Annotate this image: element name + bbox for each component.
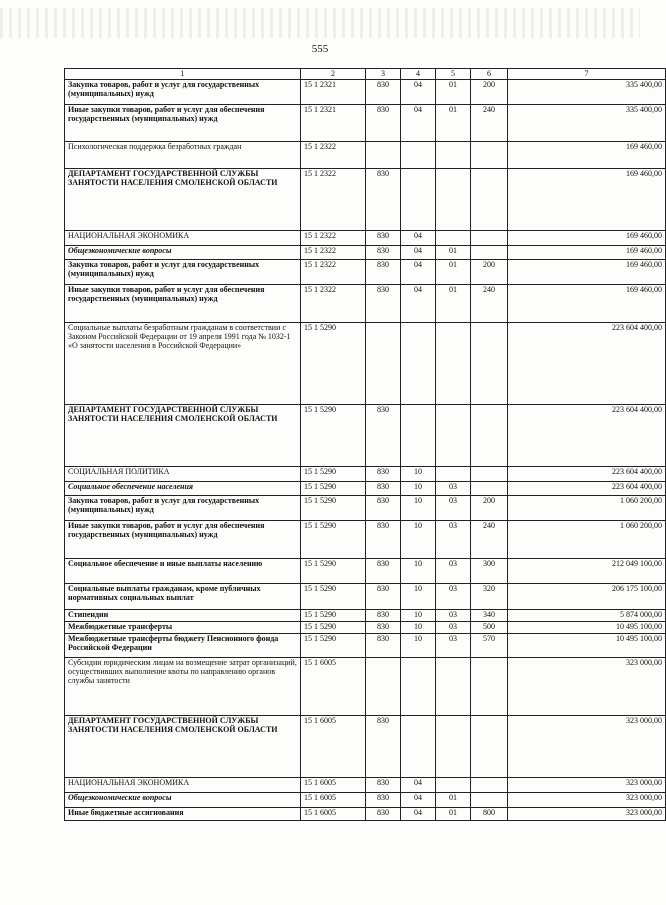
row-expense-type: 570 — [471, 634, 508, 658]
row-section-code: 04 — [401, 808, 436, 821]
row-ministry-code: 830 — [366, 778, 401, 793]
row-subsection-code — [436, 658, 471, 716]
row-expense-type: 240 — [471, 105, 508, 142]
table-row — [65, 622, 666, 634]
row-subsection-code — [436, 405, 471, 467]
row-name: ДЕПАРТАМЕНТ ГОСУДАРСТВЕННОЙ СЛУЖБЫ ЗАНЯТОСТИ НАСЕЛЕНИЯ СМОЛЕНСКОЙ ОБЛАСТИ — [65, 169, 301, 231]
row-expense-type — [471, 778, 508, 793]
row-section-code: 04 — [401, 793, 436, 808]
row-ministry-code: 830 — [366, 559, 401, 584]
table-row — [65, 231, 666, 246]
table-row — [65, 521, 666, 559]
table-row — [65, 610, 666, 622]
row-ministry-code: 830 — [366, 584, 401, 610]
row-ministry-code — [366, 658, 401, 716]
row-section-code: 04 — [401, 260, 436, 285]
row-target-code: 15 1 5290 — [301, 634, 366, 658]
table-row — [65, 482, 666, 496]
row-subsection-code — [436, 323, 471, 405]
row-name: Социальные выплаты гражданам, кроме публичных нормативных социальных выплат — [65, 584, 301, 610]
row-subsection-code: 01 — [436, 793, 471, 808]
row-target-code: 15 1 6005 — [301, 793, 366, 808]
row-section-code — [401, 169, 436, 231]
row-expense-type: 200 — [471, 80, 508, 105]
row-name: Психологическая поддержка безработных граждан — [65, 142, 301, 169]
row-ministry-code: 830 — [366, 105, 401, 142]
row-target-code: 15 1 2321 — [301, 105, 366, 142]
row-subsection-code: 01 — [436, 285, 471, 323]
table-row — [65, 142, 666, 169]
row-section-code: 10 — [401, 496, 436, 521]
row-target-code: 15 1 2322 — [301, 142, 366, 169]
row-target-code: 15 1 5290 — [301, 467, 366, 482]
table-row — [65, 778, 666, 793]
row-target-code: 15 1 2322 — [301, 285, 366, 323]
row-name: Межбюджетные трансферты бюджету Пенсионного фонда Российской Федерации — [65, 634, 301, 658]
table-row — [65, 658, 666, 716]
table-row — [65, 716, 666, 778]
row-amount: 10 495 100,00 — [508, 622, 666, 634]
row-expense-type: 300 — [471, 559, 508, 584]
header-cell: 3 — [366, 69, 401, 80]
row-amount: 223 604 400,00 — [508, 482, 666, 496]
row-subsection-code: 03 — [436, 610, 471, 622]
row-expense-type — [471, 231, 508, 246]
row-expense-type: 800 — [471, 808, 508, 821]
table-row — [65, 467, 666, 482]
row-ministry-code: 830 — [366, 285, 401, 323]
row-name: Межбюджетные трансферты — [65, 622, 301, 634]
row-subsection-code: 03 — [436, 521, 471, 559]
row-subsection-code: 01 — [436, 105, 471, 142]
row-amount: 223 604 400,00 — [508, 323, 666, 405]
row-target-code: 15 1 5290 — [301, 559, 366, 584]
row-subsection-code: 01 — [436, 808, 471, 821]
row-amount: 206 175 100,00 — [508, 584, 666, 610]
header-cell: 2 — [301, 69, 366, 80]
row-subsection-code: 03 — [436, 634, 471, 658]
row-amount: 323 000,00 — [508, 808, 666, 821]
table-row — [65, 169, 666, 231]
row-name: Субсидии юридическим лицам на возмещение затрат организаций, осуществивших выполнение квоты по направлению органов службы занятости — [65, 658, 301, 716]
row-target-code: 15 1 5290 — [301, 610, 366, 622]
row-amount: 335 400,00 — [508, 80, 666, 105]
row-subsection-code — [436, 716, 471, 778]
row-ministry-code: 830 — [366, 80, 401, 105]
row-subsection-code: 03 — [436, 482, 471, 496]
row-section-code — [401, 142, 436, 169]
row-expense-type — [471, 246, 508, 260]
header-cell: 7 — [508, 69, 666, 80]
row-name: Социальное обеспечение и иные выплаты населению — [65, 559, 301, 584]
row-amount: 323 000,00 — [508, 793, 666, 808]
row-amount: 1 060 200,00 — [508, 496, 666, 521]
row-name: Иные закупки товаров, работ и услуг для обеспечения государственных (муниципальных) нужд — [65, 285, 301, 323]
table-row — [65, 584, 666, 610]
row-subsection-code: 03 — [436, 559, 471, 584]
row-section-code: 04 — [401, 80, 436, 105]
row-amount: 323 000,00 — [508, 778, 666, 793]
row-ministry-code: 830 — [366, 521, 401, 559]
row-ministry-code: 830 — [366, 231, 401, 246]
row-subsection-code — [436, 142, 471, 169]
row-name: НАЦИОНАЛЬНАЯ ЭКОНОМИКА — [65, 231, 301, 246]
row-amount: 323 000,00 — [508, 716, 666, 778]
row-expense-type: 320 — [471, 584, 508, 610]
budget-table — [64, 68, 666, 821]
row-expense-type — [471, 405, 508, 467]
row-ministry-code — [366, 323, 401, 405]
row-section-code: 10 — [401, 521, 436, 559]
row-ministry-code: 830 — [366, 467, 401, 482]
row-target-code: 15 1 6005 — [301, 778, 366, 793]
row-target-code: 15 1 2322 — [301, 169, 366, 231]
row-expense-type — [471, 169, 508, 231]
row-target-code: 15 1 6005 — [301, 658, 366, 716]
row-amount: 335 400,00 — [508, 105, 666, 142]
row-amount: 169 460,00 — [508, 169, 666, 231]
row-name: Стипендии — [65, 610, 301, 622]
row-section-code: 10 — [401, 610, 436, 622]
row-expense-type — [471, 658, 508, 716]
table-row — [65, 260, 666, 285]
row-name: Иные закупки товаров, работ и услуг для обеспечения государственных (муниципальных) нужд — [65, 105, 301, 142]
row-name: ДЕПАРТАМЕНТ ГОСУДАРСТВЕННОЙ СЛУЖБЫ ЗАНЯТОСТИ НАСЕЛЕНИЯ СМОЛЕНСКОЙ ОБЛАСТИ — [65, 405, 301, 467]
row-amount: 223 604 400,00 — [508, 405, 666, 467]
row-expense-type — [471, 323, 508, 405]
row-ministry-code: 830 — [366, 496, 401, 521]
row-section-code: 04 — [401, 246, 436, 260]
row-ministry-code: 830 — [366, 622, 401, 634]
row-section-code — [401, 405, 436, 467]
table-row — [65, 246, 666, 260]
row-name: Социальное обеспечение населения — [65, 482, 301, 496]
row-subsection-code — [436, 778, 471, 793]
row-subsection-code — [436, 231, 471, 246]
row-ministry-code: 830 — [366, 482, 401, 496]
row-expense-type: 240 — [471, 285, 508, 323]
row-name: СОЦИАЛЬНАЯ ПОЛИТИКА — [65, 467, 301, 482]
row-amount: 212 049 100,00 — [508, 559, 666, 584]
row-section-code: 04 — [401, 231, 436, 246]
row-ministry-code: 830 — [366, 716, 401, 778]
row-name: Иные закупки товаров, работ и услуг для обеспечения государственных (муниципальных) нужд — [65, 521, 301, 559]
row-ministry-code: 830 — [366, 169, 401, 231]
row-name: Иные бюджетные ассигнования — [65, 808, 301, 821]
row-name: Социальные выплаты безработным гражданам в соответствии с Законом Российской Федерации от 19 апреля 1991 года № 1032-1 «О занятости населения в Российской Федерации» — [65, 323, 301, 405]
table-header-row — [65, 69, 666, 80]
row-section-code: 10 — [401, 622, 436, 634]
row-section-code: 04 — [401, 105, 436, 142]
table-row — [65, 405, 666, 467]
row-subsection-code: 01 — [436, 260, 471, 285]
row-name: Закупка товаров, работ и услуг для государственных (муниципальных) нужд — [65, 260, 301, 285]
table-row — [65, 80, 666, 105]
row-amount: 169 460,00 — [508, 142, 666, 169]
row-ministry-code: 830 — [366, 808, 401, 821]
table-row — [65, 285, 666, 323]
row-amount: 323 000,00 — [508, 658, 666, 716]
row-target-code: 15 1 2322 — [301, 246, 366, 260]
header-cell: 4 — [401, 69, 436, 80]
row-expense-type: 240 — [471, 521, 508, 559]
row-subsection-code — [436, 169, 471, 231]
row-section-code: 10 — [401, 559, 436, 584]
row-ministry-code: 830 — [366, 610, 401, 622]
row-target-code: 15 1 5290 — [301, 521, 366, 559]
row-expense-type — [471, 716, 508, 778]
row-target-code: 15 1 5290 — [301, 496, 366, 521]
row-section-code: 10 — [401, 634, 436, 658]
row-expense-type: 500 — [471, 622, 508, 634]
header-cell: 1 — [65, 69, 301, 80]
row-ministry-code: 830 — [366, 793, 401, 808]
header-cell: 5 — [436, 69, 471, 80]
row-section-code: 10 — [401, 467, 436, 482]
row-subsection-code: 01 — [436, 246, 471, 260]
row-subsection-code — [436, 467, 471, 482]
row-amount: 223 604 400,00 — [508, 467, 666, 482]
row-name: НАЦИОНАЛЬНАЯ ЭКОНОМИКА — [65, 778, 301, 793]
row-target-code: 15 1 5290 — [301, 323, 366, 405]
row-section-code — [401, 716, 436, 778]
row-name: Закупка товаров, работ и услуг для государственных (муниципальных) нужд — [65, 80, 301, 105]
row-amount: 169 460,00 — [508, 246, 666, 260]
row-expense-type: 340 — [471, 610, 508, 622]
row-ministry-code: 830 — [366, 405, 401, 467]
row-section-code: 04 — [401, 285, 436, 323]
row-amount: 1 060 200,00 — [508, 521, 666, 559]
row-ministry-code: 830 — [366, 246, 401, 260]
row-subsection-code: 03 — [436, 584, 471, 610]
row-section-code — [401, 323, 436, 405]
row-name: ДЕПАРТАМЕНТ ГОСУДАРСТВЕННОЙ СЛУЖБЫ ЗАНЯТОСТИ НАСЕЛЕНИЯ СМОЛЕНСКОЙ ОБЛАСТИ — [65, 716, 301, 778]
row-target-code: 15 1 2322 — [301, 260, 366, 285]
row-name: Закупка товаров, работ и услуг для государственных (муниципальных) нужд — [65, 496, 301, 521]
row-amount: 5 874 000,00 — [508, 610, 666, 622]
row-target-code: 15 1 5290 — [301, 584, 366, 610]
table-row — [65, 808, 666, 821]
row-ministry-code: 830 — [366, 260, 401, 285]
row-expense-type — [471, 793, 508, 808]
row-subsection-code: 01 — [436, 80, 471, 105]
row-target-code: 15 1 6005 — [301, 716, 366, 778]
row-target-code: 15 1 5290 — [301, 622, 366, 634]
row-section-code: 10 — [401, 482, 436, 496]
row-target-code: 15 1 2321 — [301, 80, 366, 105]
row-name: Общеэкономические вопросы — [65, 246, 301, 260]
row-amount: 169 460,00 — [508, 260, 666, 285]
row-expense-type — [471, 142, 508, 169]
table-row — [65, 496, 666, 521]
row-section-code — [401, 658, 436, 716]
table-row — [65, 634, 666, 658]
table-row — [65, 323, 666, 405]
row-subsection-code: 03 — [436, 622, 471, 634]
table-row — [65, 105, 666, 142]
table-row — [65, 793, 666, 808]
table-row — [65, 559, 666, 584]
row-amount: 169 460,00 — [508, 285, 666, 323]
row-target-code: 15 1 5290 — [301, 482, 366, 496]
row-expense-type: 200 — [471, 496, 508, 521]
row-target-code: 15 1 6005 — [301, 808, 366, 821]
row-amount: 10 495 100,00 — [508, 634, 666, 658]
row-expense-type — [471, 482, 508, 496]
page-number: 555 — [311, 43, 329, 55]
row-amount: 169 460,00 — [508, 231, 666, 246]
row-expense-type — [471, 467, 508, 482]
row-ministry-code: 830 — [366, 634, 401, 658]
row-ministry-code — [366, 142, 401, 169]
row-name: Общеэкономические вопросы — [65, 793, 301, 808]
row-section-code: 10 — [401, 584, 436, 610]
header-cell: 6 — [471, 69, 508, 80]
row-expense-type: 200 — [471, 260, 508, 285]
row-section-code: 04 — [401, 778, 436, 793]
scan-noise — [0, 8, 640, 38]
row-target-code: 15 1 2322 — [301, 231, 366, 246]
row-target-code: 15 1 5290 — [301, 405, 366, 467]
row-subsection-code: 03 — [436, 496, 471, 521]
